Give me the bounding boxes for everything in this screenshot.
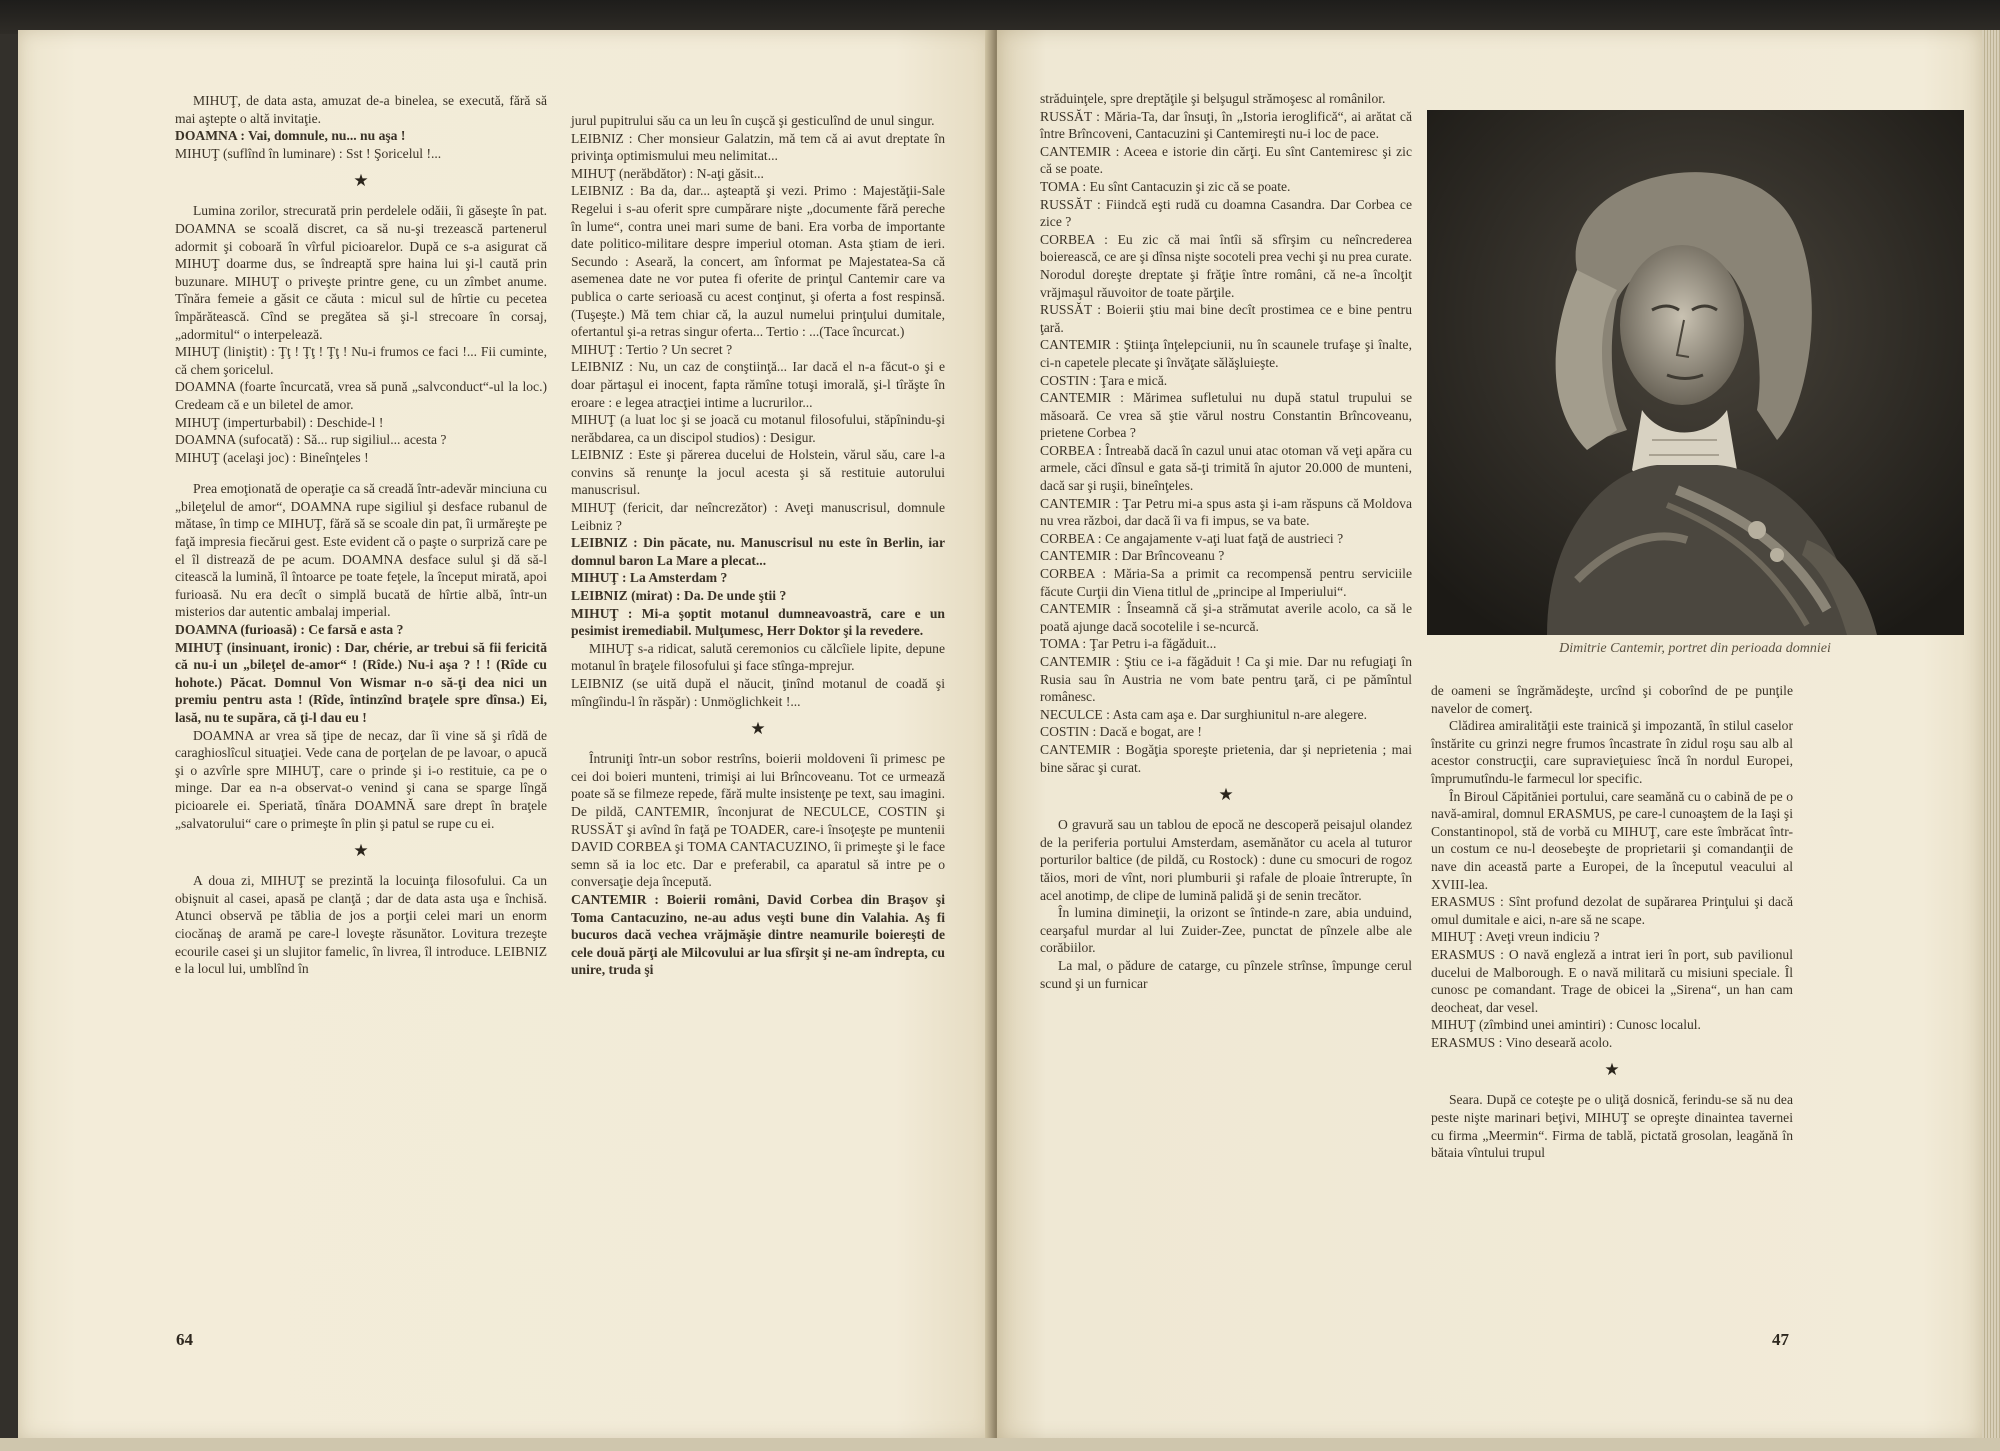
dialogue-line: CANTEMIR : Ţar Petru mi-a spus asta şi i-am răspuns că Moldova nu vrea război, dar dacă îi va fi impus, se va bate.	[1040, 495, 1412, 529]
dialogue-line: MIHUŢ (a luat loc şi se joacă cu motanul filosofului, stăpînindu-şi nerăbdarea, ca un discipol studios) : Desigur.	[571, 412, 945, 445]
dialogue-line: DOAMNA (sufocată) : Să... rup sigiliul... acesta ?	[175, 432, 447, 448]
dialogue-line: LEIBNIZ : Din păcate, nu. Manuscrisul nu este în Berlin, iar domnul baron La Mare a plecat...	[571, 535, 945, 568]
dialogue-line: MIHUŢ (liniştit) : Ţţ ! Ţţ ! Ţţ ! Nu-i frumos ce faci !... Fii cuminte, că chem şoricelul.	[175, 344, 547, 377]
dialogue-line: TOMA : Ţar Petru i-a făgăduit...	[1040, 636, 1217, 652]
paragraph: jurul pupitrului său ca un leu în cuşcă şi gesticulînd de unul singur.	[571, 113, 935, 128]
dialogue-line: CANTEMIR : Bogăţia sporeşte prietenia, dar şi neprietenia ; mai bine sărac şi curat.	[1040, 741, 1412, 775]
section-separator-star: ★	[750, 719, 766, 739]
portrait-image	[1427, 110, 1964, 635]
page-number-right: 47	[1772, 1330, 1789, 1349]
dialogue-line: LEIBNIZ : Ba da, dar... aşteaptă şi vezi. Primo : Majestăţii-Sale Regelui i s-au oferit spre cumpărare nişte „documente fără pereche în lume“, contra unei mari sume de bani. Era vorba de importante date politico-militare despre imperiul otoman. Asta ştiam de ieri. Secundo : Aseară, la concert, am înformat pe Majestatea-Sa că asemenea date ne vor putea fi oferite de prinţul Cantemir care va publica o carte serioasă cu acest conţinut, şi oferta a fost respinsă. (Tuşeşte.) Mă tem chiar că, la auzul numelui prinţului dumitale, ofertantul şi-a retras singur oferta... Tertio : ...(Tace încurcat.)	[571, 183, 945, 340]
section-separator-star: ★	[1604, 1060, 1620, 1080]
paragraph: Întruniţi într-un sobor restrîns, boierii moldoveni îi primesc pe cei doi boieri munteni, trimişi ai lui Brîncoveanu. Tot ce urmează poate să se filmeze repede, fără multe insistenţe pe text, sau imagini. De pildă, CANTEMIR, înconjurat de NECULCE, COSTIN şi RUSSĂT şi avînd în faţă pe TOADER, care-i însoţeşte pe muntenii DAVID CORBEA şi TOMA CANTACUZINO, îi primeşte şi le face semn să ia loc etc. Dar e preferabil, ca aparatul să intre pe o conversaţie deja începută.	[571, 751, 945, 890]
dialogue-line: CORBEA : Ce angajamente v-aţi luat faţă de austrieci ?	[1040, 530, 1344, 546]
dialogue-line: RUSSĂT : Măria-Ta, dar însuţi, în „Istoria ieroglifică“, ai arătat că între Brîncoveni, Cantacuzini şi Cantemireşti nu-i loc de pace.	[1040, 108, 1412, 142]
paragraph: MIHUŢ, de data asta, amuzat de-a binelea, se execută, fără să mai aştepte o altă invitaţie.	[175, 93, 547, 126]
dialogue-line: MIHUŢ : Tertio ? Un secret ?	[571, 341, 733, 357]
dialogue-line: CANTEMIR : Boierii români, David Corbea din Braşov şi Toma Cantacuzino, ne-au adus veşti bune din Valahia. Aş fi bucuros dacă vechea vrăjmăşie dintre neamurile boiereşti de cele două părţi ale Milcovului ar lua sfîrşit şi ne-am îndrepta, cu unire, truda şi	[571, 891, 945, 978]
dialogue-line: CANTEMIR : Ştiinţa înţelepciunii, nu în scaunele trufaşe şi înalte, ci-n capetele plecate şi învăţate sălăşluieşte.	[1040, 337, 1412, 370]
dialogue-line: MIHUŢ (insinuant, ironic) : Dar, chérie, ar trebui să fii fericită că nu-i un „bileţel de-amor“ ! (Rîde.) Nu-i aşa ? ! ! (Rîde cu hohote.) Păcat. Domnul Von Wismar n-o să-ţi dea nici un premiu pentru asta ! (Rîde, întinzînd braţele spre dînsa.) Ei, lasă, nu te supăra, că ţi-l dau eu !	[175, 639, 547, 725]
portrait-caption: Dimitrie Cantemir, portret din perioada domniei	[1559, 641, 1831, 656]
section-separator-star: ★	[1218, 785, 1234, 805]
dialogue-line: MIHUŢ : La Amsterdam ?	[571, 570, 728, 586]
dialogue-line: ERASMUS : Vino deseară acolo.	[1431, 1034, 1613, 1050]
dialogue-line: COSTIN : Ţara e mică.	[1040, 372, 1168, 388]
dialogue-line: NECULCE : Asta cam aşa e. Dar surghiunitul n-are alegere.	[1040, 706, 1368, 722]
paragraph: Prea emoţionată de operaţie ca să creadă într-adevăr minciuna cu „bileţelul de amor“, DOAMNA rupe sigiliul şi desface rubanul de mătase, în timp ce MIHUŢ, fără să se scoale din pat, îi urmăreşte pe faţă impresia fiecărui gest. Este evident că o paşte o surpriză care pe el îl distrează de pe acum. DOAMNA desface sulul şi dă să-l citească la lumină, îl întoarce pe toate feţele, la început mirată, apoi furioasă. Nu era decît o simplă bucată de hîrtie albă, într-un misterios dar autentic ambalaj imperial.	[175, 481, 547, 620]
portrait-engraving-icon	[1427, 110, 1964, 635]
dialogue-line: LEIBNIZ (mirat) : Da. De unde ştii ?	[571, 588, 787, 604]
dialogue-line: ERASMUS : O navă engleză a intrat ieri în port, sub pavilionul ducelui de Malborough. E o navă militară cu misiuni speciale. Îl cunosc pe comandant. Trage de obicei la „Sirena“, un han cam deocheat, dar vesel.	[1431, 946, 1793, 1015]
dialogue-line: COSTIN : Dacă e bogat, are !	[1040, 724, 1202, 740]
paragraph: Seara. După ce coteşte pe o uliţă dosnică, ferindu-se să nu dea peste nişte marinari beţivi, MIHUŢ se opreşte dinaintea tavernei cu firma „Meermin“. Firma de tablă, pictată grosolan, leagănă în bătaia vîntului trupul	[1431, 1092, 1793, 1161]
section-separator-star: ★	[353, 841, 369, 861]
dialogue-line: TOMA : Eu sînt Cantacuzin şi zic că se poate.	[1040, 178, 1291, 194]
dialogue-line: MIHUŢ (imperturbabil) : Deschide-l !	[175, 414, 384, 430]
dialogue-line: CORBEA : Întreabă dacă în cazul unui atac otoman vă veţi apăra cu armele, căci dînsul e gata să-ţi trimită în ajutor 20.000 de munteni, dacă sar şi ruşii, bineînţeles.	[1040, 442, 1412, 494]
paragraph: A doua zi, MIHUŢ se prezintă la locuinţa filosofului. Ca un obişnuit al casei, apasă pe clanţă ; dar de data asta uşa e închisă. Atunci observă pe tăblia de jos a porţii celei mari un enorm ciocănaş de aramă pe care-l loveşte răsunător. Lovitura trezeşte ecourile casei şi un slujitor famelic, în livrea, îl introduce. LEIBNIZ e la locul lui, umblînd în	[175, 873, 547, 977]
dialogue-line: CANTEMIR : Înseamnă că şi-a strămutat averile acolo, ca să le poată ajunge dacă socotelile i se-ncurcă.	[1040, 601, 1412, 634]
book-bottom-edge	[0, 1438, 2000, 1451]
right-page-column-1	[1040, 90, 1412, 992]
section-separator-star: ★	[353, 171, 369, 191]
dialogue-line: DOAMNA (furioasă) : Ce farsă e asta ?	[175, 622, 404, 638]
dialogue-line: LEIBNIZ : Nu, un caz de conştiinţă... Iar dacă el n-a făcut-o şi e doar părtaşul ei inocent, fapta rămîne totuşi imorală, şi-l tîrăşte în eroare : e legea atracţiei intime a lucrurilor...	[571, 359, 945, 410]
dialogue-line: LEIBNIZ (se uită după el năucit, ţinînd motanul de coadă şi mîngîindu-l în răspăr) : Unmöglichkeit !...	[571, 676, 945, 709]
dialogue-line: DOAMNA (foarte încurcată, vrea să pună „salvconduct“-ul la loc.) Credeam că e un biletel de amor.	[175, 379, 547, 412]
dialogue-line: MIHUŢ (suflînd în luminare) : Sst ! Şoricelul !...	[175, 145, 442, 161]
paragraph: MIHUŢ s-a ridicat, salută ceremonios cu călcîiele lipite, depune motanul în braţele filosofului şi face stînga-mprejur.	[571, 640, 945, 674]
dialogue-line: MIHUŢ : Mi-a şoptit motanul dumneavoastră, care e un pesimist iremediabil. Mulţumesc, Herr Doktor şi la revedere.	[571, 605, 945, 639]
paragraph: străduinţele, spre dreptăţile şi belşugul strămoşesc al românilor.	[1040, 91, 1386, 106]
dialogue-line: MIHUŢ (acelaşi joc) : Bineînţeles !	[175, 449, 369, 465]
paragraph: Clădirea amiralităţii este trainică şi impozantă, în stilul caselor înstărite cu grinzi negre frumos încastrate în zidul roşu sau alb al acestor construcţii, care supravieţuiesc încă în nordul Europei, împrumutîndu-le farmecul lor specific.	[1431, 718, 1793, 786]
book-cover-edge	[0, 0, 2000, 34]
page-number-left: 64	[176, 1330, 193, 1349]
dialogue-line: CORBEA : Eu zic că mai întîi să sfîrşim cu neîncrederea boierească, ce are şi dînsa nişte socoteli prea vechi şi nu prea curate. Norodul doreşte dreptate şi frăţie între români, că ne-a încolţit vrăjmaşul răuvoitor de toate părţile.	[1040, 231, 1412, 300]
dialogue-line: DOAMNA : Vai, domnule, nu... nu aşa !	[175, 128, 406, 144]
dialogue-line: ERASMUS : Sînt profund dezolat de supărarea Prinţului şi dacă omul dumitale e aici, n-are să ne scape.	[1431, 894, 1793, 927]
page-edges	[1982, 30, 2000, 1440]
dialogue-line: LEIBNIZ : Cher monsieur Galatzin, mă tem că ai avut dreptate în privinţa optimismului meu nelimitat...	[571, 130, 945, 164]
dialogue-line: CANTEMIR : Aceea e istorie din cărţi. Eu sînt Cantemiresc şi zic că se poate.	[1040, 143, 1412, 177]
dialogue-line: CANTEMIR : Ştiu ce i-a făgăduit ! Ca şi mie. Dar nu refugiaţi în Rusia sau în Austria ne vom bate pentru ţară, ci pe pămîntul românesc.	[1040, 654, 1412, 705]
left-page	[18, 30, 993, 1440]
paragraph: În Biroul Căpităniei portului, care seamănă cu o cabină de pe o navă-amiral, domnul ERASMUS, pe care-l cunoaştem de la Iaşi şi Constantinopol, stă de vorbă cu MIHUŢ, care este îmbrăcat într-un costum ce nu-l deosebeşte de proprietarii şi comandanţii de nave din această parte a Europei, de la începutul veacului al XVIII-lea.	[1431, 788, 1793, 892]
dialogue-line: CORBEA : Măria-Sa a primit ca recompensă pentru serviciile făcute Curţii din Viena titlul de „principe al Imperiului“.	[1040, 566, 1412, 599]
dialogue-line: MIHUŢ (fericit, dar neîncrezător) : Aveţi manuscrisul, domnule Leibniz ?	[571, 500, 945, 533]
dialogue-line: MIHUŢ (zîmbind unei amintiri) : Cunosc localul.	[1431, 1017, 1701, 1033]
paragraph: Lumina zorilor, strecurată prin perdelele odăii, îi găseşte în pat. DOAMNA se scoală discret, ca să nu-şi trezească partenerul adormit şi coboară în vîrful picioarelor. După ce s-a asigurat că MIHUŢ doarme dus, se îndreaptă spre haina lui şi-l caută prin buzunare. MIHUŢ o priveşte printre gene, cu un zîmbet anume. Tînăra femeie a găsit ce căuta : micul sul de hîrtie cu pecetea împărătească. Cînd se pregătea să şi-l strecoare în corsaj, „adormitul“ o interpelează.	[175, 203, 547, 342]
dialogue-line: RUSSĂT : Boierii ştiu mai bine decît prostimea ce e bine pentru ţară.	[1040, 302, 1412, 335]
dialogue-line: CANTEMIR : Mărimea sufletului nu după statul trupului se măsoară. Ce vrea să ştie vărul nostru Constantin Brîncoveanu, prietene Corbea ?	[1040, 390, 1412, 441]
paragraph: În lumina dimineţii, la orizont se întinde-n zare, abia unduind, cearşaful murdar al lui Zuider-Zee, punctat de pînzele albe ale corăbiilor.	[1040, 905, 1412, 956]
dialogue-line: RUSSĂT : Fiindcă eşti rudă cu doamna Casandra. Dar Corbea ce zice ?	[1040, 196, 1412, 230]
paragraph: La mal, o pădure de catarge, cu pînzele strînse, împunge cerul scund şi un furnicar	[1040, 957, 1412, 991]
dialogue-line: CANTEMIR : Dar Brîncoveanu ?	[1040, 548, 1225, 564]
paragraph: DOAMNA ar vrea să ţipe de necaz, dar îi vine să şi rîdă de caraghioslîcul situaţiei. Vede cana de porţelan de pe lavoar, o apucă şi o azvîrle spre MIHUŢ, care o prinde şi i-o restituie, ca pe o minge. Dar ea n-a observat-o venind şi cana se sparge lîngă picioarele ei. Speriată, tînăra DOAMNĂ sare drept în braţele „salvatorului“ care o primeşte în plin şi patul se rupe cu ei.	[175, 727, 547, 831]
left-page-column-2	[571, 112, 945, 979]
right-page-column-2	[1431, 682, 1793, 1162]
paragraph: O gravură sau un tablou de epocă ne descoperă peisajul olandez de la periferia portului Amsterdam, asemănător cu acela al tuturor porturilor baltice (de pildă, cu Rostock) : dune cu smocuri de rogoz tăios, mori de vînt, nori plumburii şi rafale de ploaie întrerupte, în acel anotimp, de clipe de lumină palidă şi de senin trecător.	[1040, 817, 1412, 903]
left-page-column-1	[175, 92, 547, 978]
dialogue-line: MIHUŢ (nerăbdător) : N-aţi găsit...	[571, 165, 764, 181]
dialogue-line: LEIBNIZ : Este şi părerea ducelui de Holstein, vărul său, care l-a convins să renunţe la jocul acesta şi să restituie autorului manuscrisul.	[571, 447, 945, 498]
paragraph: de oameni se îngrămădeşte, urcînd şi coborînd de pe punţile navelor de comerţ.	[1431, 683, 1793, 716]
dialogue-line: MIHUŢ : Aveţi vreun indiciu ?	[1431, 929, 1600, 945]
